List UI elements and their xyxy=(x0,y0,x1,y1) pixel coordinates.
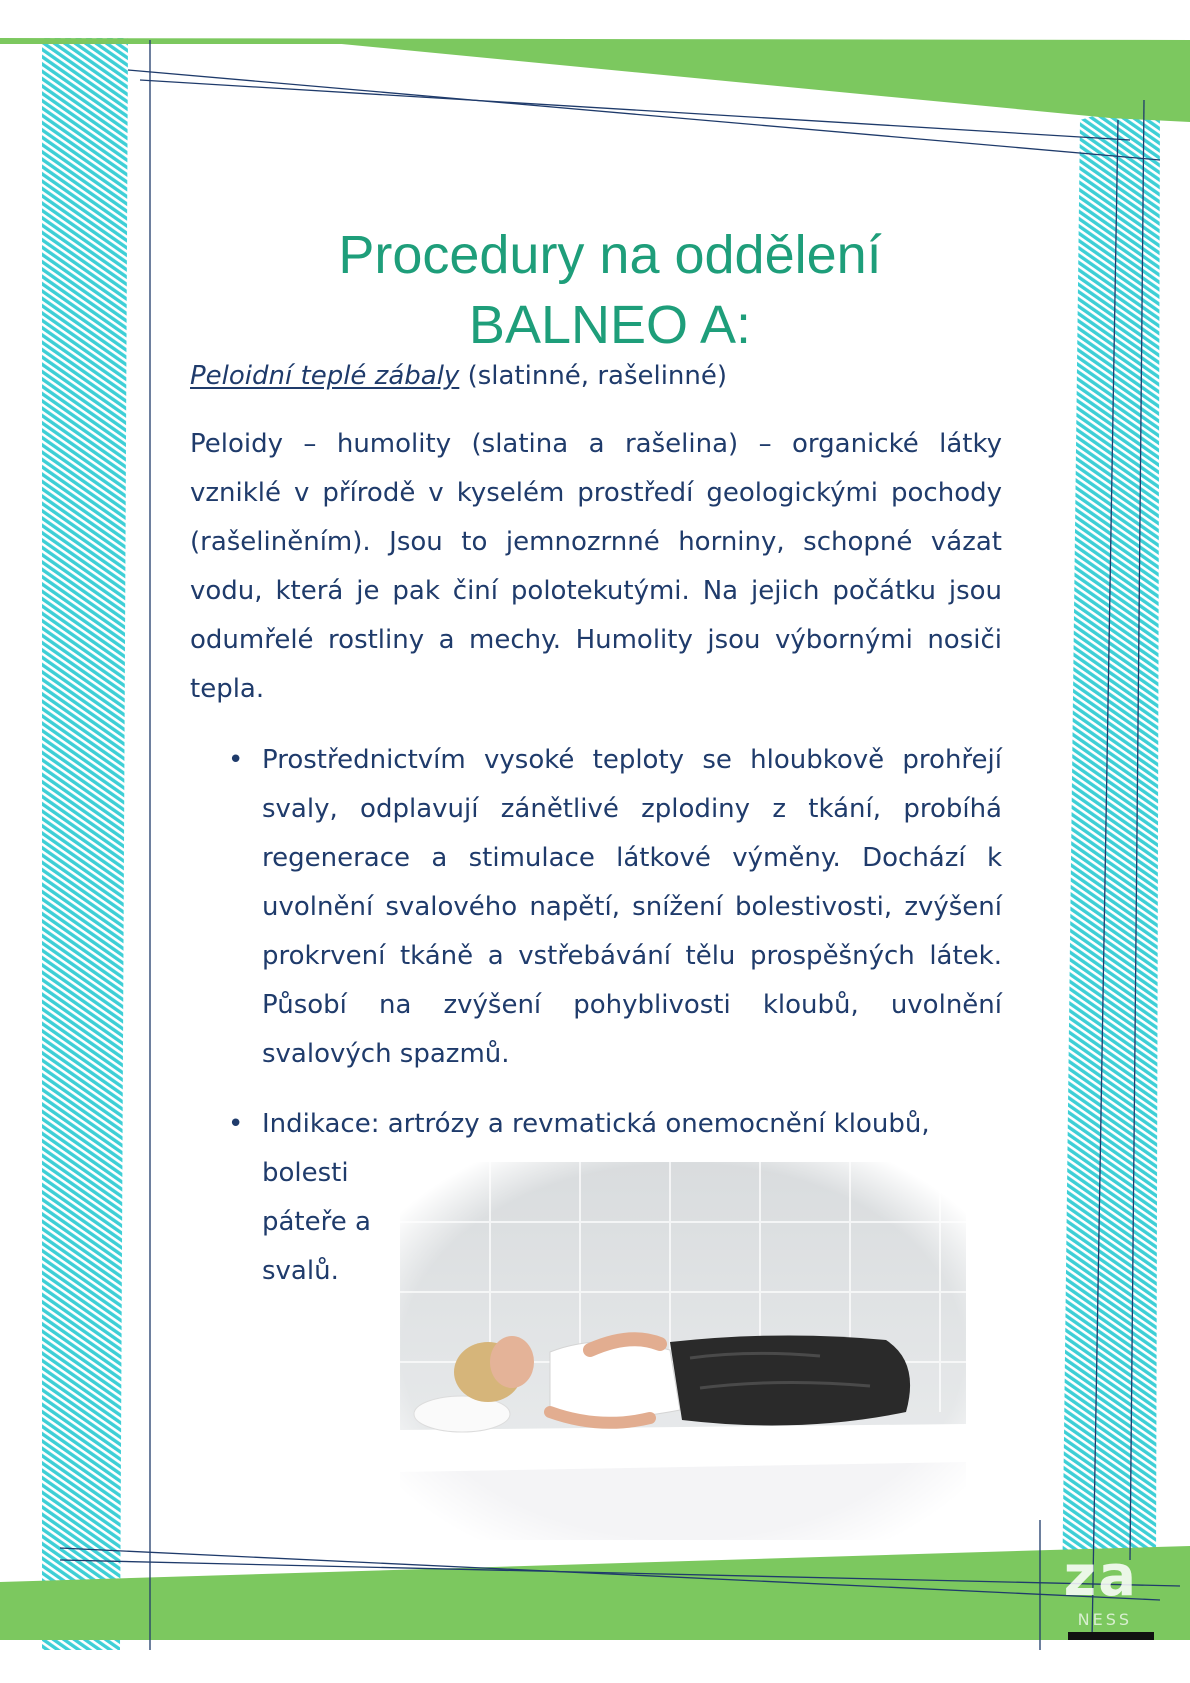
peloid-wrap-photo xyxy=(400,1162,966,1540)
section-heading-rest: (slatinné, rašelinné) xyxy=(459,361,728,391)
bullet-item-indications-continuation: bolesti páteře a svalů. xyxy=(262,1158,371,1286)
intro-paragraph: Peloidy – humolity (slatina a rašelina) – organické látky vzniklé v přírodě v kyselém prostředí geologickými pochody (rašeliněním). Jsou to jemnozrnné horniny, schopné vázat vodu, která je pak činí polotekutými. Na jejich počátku jsou odumřelé rostliny a mechy. Humolity jsou výbornými nosiči tepla. xyxy=(190,429,1002,704)
bullet-icon: • xyxy=(228,745,244,775)
top-green-band xyxy=(0,40,1190,122)
right-striped-band xyxy=(1062,96,1160,1600)
section-heading-emphasis: Peloidní teplé zábaly xyxy=(190,361,460,391)
footer-black-bar xyxy=(1068,1632,1154,1640)
page-title-line-2: BALNEO A: xyxy=(468,295,752,355)
left-striped-band xyxy=(42,38,128,1650)
bullet-item-indications xyxy=(228,1100,1002,1149)
page-title-line-1: Procedury na oddělení xyxy=(338,225,882,285)
section-heading xyxy=(190,352,1002,401)
bullet-icon: • xyxy=(228,1109,244,1139)
bullet-item-indications-text: Indikace: artrózy a revmatická onemocnění kloubů, xyxy=(262,1109,930,1139)
spa-logo xyxy=(848,1544,1138,1628)
spa-logo-text: za xyxy=(1063,1544,1138,1609)
bullet-item-effects-text: Prostřednictvím vysoké teploty se hloubkově prohřejí svaly, odplavují zánětlivé zplodiny z tkání, probíhá regenerace a stimulace látkové výměny. Dochází k uvolnění svalového napětí, snížení bolestivosti, zvýšení prokrvení tkáně a vstřebávání tělu prospěšných látek. Působí na zvýšení pohyblivosti kloubů, uvolnění svalových spazmů. xyxy=(262,745,1002,1069)
spa-logo-subtext: NESS xyxy=(1077,1610,1132,1629)
bullet-item-effects xyxy=(228,736,1002,1079)
